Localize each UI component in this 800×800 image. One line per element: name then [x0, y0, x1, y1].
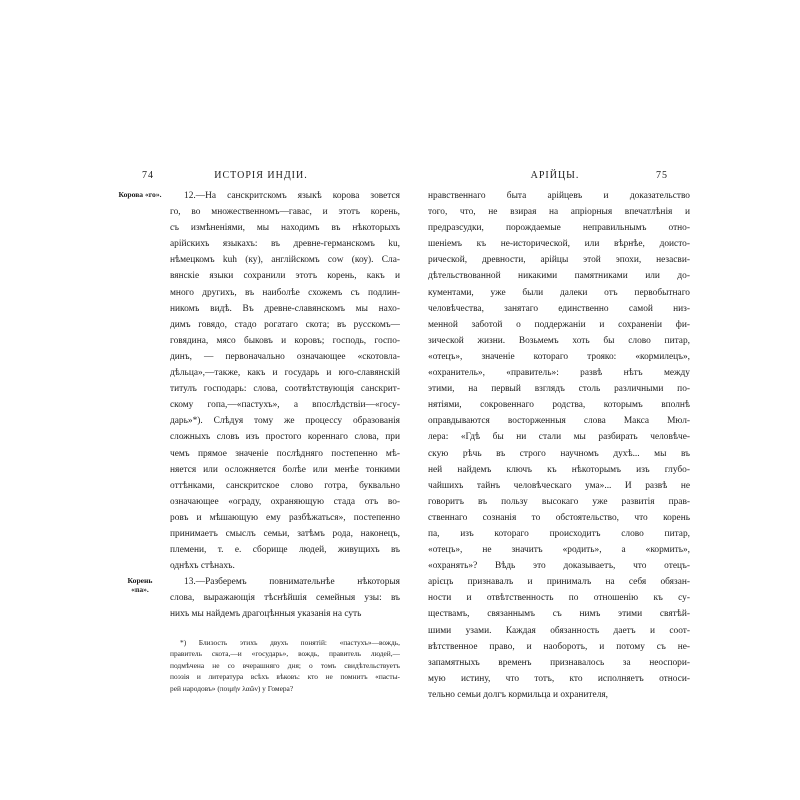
text-line: «отецъ», не значитъ «родить», а «кормить», — [428, 545, 690, 556]
text-line: кументами, уже были далеки отъ первобытнаго — [428, 287, 690, 298]
text-line: па, изъ котораго происходитъ слово питар, — [428, 528, 690, 539]
footnote-line: правитель скота,—и «государь», вождь, правитель людей,— — [170, 649, 400, 659]
page-gutter — [402, 170, 416, 640]
right-page-number: 75 — [656, 170, 668, 181]
right-text-column — [428, 188, 690, 703]
text-line: сложныхъ словъ изъ простого кореннаго слова, при — [170, 432, 400, 443]
text-line: тельно семьи долгъ кормильца и охранителя, — [428, 689, 609, 700]
text-line: племени, т. е. сборище людей, живущихъ въ — [170, 545, 400, 556]
text-line: арійскихъ языкахъ: въ древне-германскомъ ku, — [170, 239, 400, 250]
left-running-title: ИСТОРІЯ ИНДІИ. — [214, 170, 308, 181]
margin-note-korova: Корова «го». — [118, 190, 162, 199]
left-running-head — [120, 170, 402, 188]
text-line: много другихъ, въ наиболѣе схожемъ съ подлин- — [170, 287, 400, 298]
text-line: говядина, мясо быковъ и коровъ; господь, госпо- — [170, 335, 400, 346]
text-line: «охранитель», «правитель»: развѣ нѣтъ между — [428, 368, 690, 379]
footnote-line: *) Близость этихъ двухъ понятій: «пастухъ»—вождь, — [180, 637, 400, 647]
left-body-text — [170, 188, 400, 623]
text-line: никомъ видѣ. Въ древне-славянскомъ мы нахо- — [170, 303, 400, 314]
right-page — [420, 170, 690, 703]
text-line: означающее «ограду, охраняющую стада отъ во- — [170, 496, 400, 507]
text-line: титулъ господарь: слова, соотвѣтствующія санскрит- — [170, 384, 400, 395]
text-line: ней найдемъ ключъ къ нѣкоторымъ изъ глубо- — [428, 464, 690, 475]
footnote — [170, 637, 400, 695]
text-line: ществамъ, связаннымъ съ нимъ этими святѣй- — [428, 609, 690, 620]
text-line: арієцъ признавалъ и принималъ на себя обязан- — [428, 577, 690, 588]
text-line: го, во множественномъ—гавас, и этотъ корень, — [170, 207, 400, 218]
right-running-title: АРІЙЦЫ. — [530, 170, 580, 181]
text-line: съ измѣненіями, мы находимъ въ нѣкоторыхъ — [170, 223, 400, 234]
text-line: 12.—На санскритскомъ языкѣ корова зовется — [184, 191, 400, 201]
text-line: говоритъ въ пользу высокаго уже развитія прав- — [428, 496, 690, 507]
text-line: зической жизни. Возьмемъ хоть бы слово питар, — [428, 335, 690, 346]
text-line: нихъ мы найдемъ драгоцѣнныя указанія на суть — [170, 609, 362, 620]
footnote-line: рей народовъ» (ποιμὴν λαῶν) у Гомера? — [170, 683, 294, 693]
text-line: рической, древности, арійцы этой эпохи, незасви- — [428, 255, 690, 266]
text-line: шеніемъ къ не-исторической, или вѣрнѣе, доисто- — [428, 239, 690, 250]
text-line: нравственнаго быта арійцевъ и доказательство — [428, 191, 690, 201]
text-line: няется или осложняется болѣе или менѣе тонкими — [170, 464, 400, 475]
left-page — [120, 170, 402, 694]
text-line: шими узами. Каждая обязанность даетъ и соот- — [428, 625, 690, 636]
text-line: однѣхъ стѣнахъ. — [170, 561, 235, 572]
left-text-column — [118, 188, 400, 694]
text-line: оттѣнками, санскритское слово готра, буквально — [170, 480, 400, 491]
text-line: вѣтственное право, и наоборотъ, и потому съ не- — [428, 641, 690, 652]
text-line: чайшихъ тайнъ человѣческаго ума»... И развѣ не — [428, 480, 690, 491]
text-line: запамятныхъ временъ признавалось за неоспори- — [428, 657, 690, 668]
text-line: вянскіе языки сохранили этотъ корень, какъ и — [170, 271, 400, 282]
text-line: ственнаго сознанія то обстоятельство, что корень — [428, 512, 690, 523]
text-line: «отецъ», значеніе котораго трояко: «кормилецъ», — [428, 351, 690, 362]
text-line: дѣльца»,—также, какъ и государь и юго-славянскій — [170, 368, 400, 379]
text-line: скую рѣчь въ строго научномъ духѣ... мы въ — [428, 448, 690, 459]
text-line: слова, выражающія тѣснѣйшія семейныя узы: въ — [170, 593, 400, 604]
text-line: дѣтельствованной никакими памятниками или до- — [428, 271, 690, 282]
text-line: нятіями, сокровеннаго родства, которымъ вполнѣ — [428, 400, 690, 411]
text-line: того, что, не взирая на апріорныя впечатлѣнія и — [428, 207, 690, 218]
margin-note-koren: Корень «па». — [127, 576, 153, 594]
left-page-number: 74 — [142, 170, 154, 181]
text-line: нѣмецкомъ kuh (ку), англійскомъ cow (коу). Сла- — [170, 255, 400, 266]
text-line: дарь»*). Слѣдуя тому же процессу образованія — [170, 416, 400, 427]
text-line: лера: «Гдѣ бы ни стали мы разбирать человѣче- — [428, 432, 690, 443]
text-line: этими, на первый взглядъ столь различными по- — [428, 384, 690, 395]
text-line: динъ, — первоначально означающее «скотовла- — [170, 351, 400, 362]
text-line: димъ говядо, стадо рогатаго скота; въ русскомъ— — [170, 319, 400, 330]
right-body-text — [428, 188, 690, 703]
text-line: мую истину, что тотъ, кто исполняетъ относи- — [428, 673, 690, 684]
text-line: предразсудки, порождаемые неправильнымъ отно- — [428, 223, 690, 234]
text-line: «охранять»? Вѣдь это доказываетъ, что отецъ- — [428, 561, 690, 572]
text-line: принимаетъ смыслъ семьи, затѣмъ рода, наконецъ, — [170, 528, 400, 539]
footnote-line: подмѣчена не со вчерашняго дня; о томъ свидѣтельствуетъ — [170, 660, 400, 670]
right-running-head — [420, 170, 690, 188]
text-line: оправдываются восторженныя слова Макса Мюл- — [428, 416, 690, 427]
text-line: чемъ прямое значеніе послѣдняго постепенно мѣ- — [170, 448, 400, 459]
text-line: менной заботой о поддержаніи и сохраненіи фи- — [428, 319, 690, 330]
footnote-line: поэзія и литература всѣхъ вѣковъ: кто не помнитъ «пасты- — [170, 672, 400, 682]
text-line: 13.—Разберемъ повнимательнѣе нѣкоторыя — [184, 577, 400, 588]
text-line: ности и отвѣтственность по отношенію къ су- — [428, 593, 690, 604]
text-line: человѣчества, занятаго единственно самой низ- — [428, 303, 690, 314]
text-line: ровъ и мѣшающую ему разбѣжаться», постепенно — [170, 512, 400, 523]
text-line: скому гопа,—«пастухъ», а впослѣдствіи—«госу- — [170, 400, 400, 411]
